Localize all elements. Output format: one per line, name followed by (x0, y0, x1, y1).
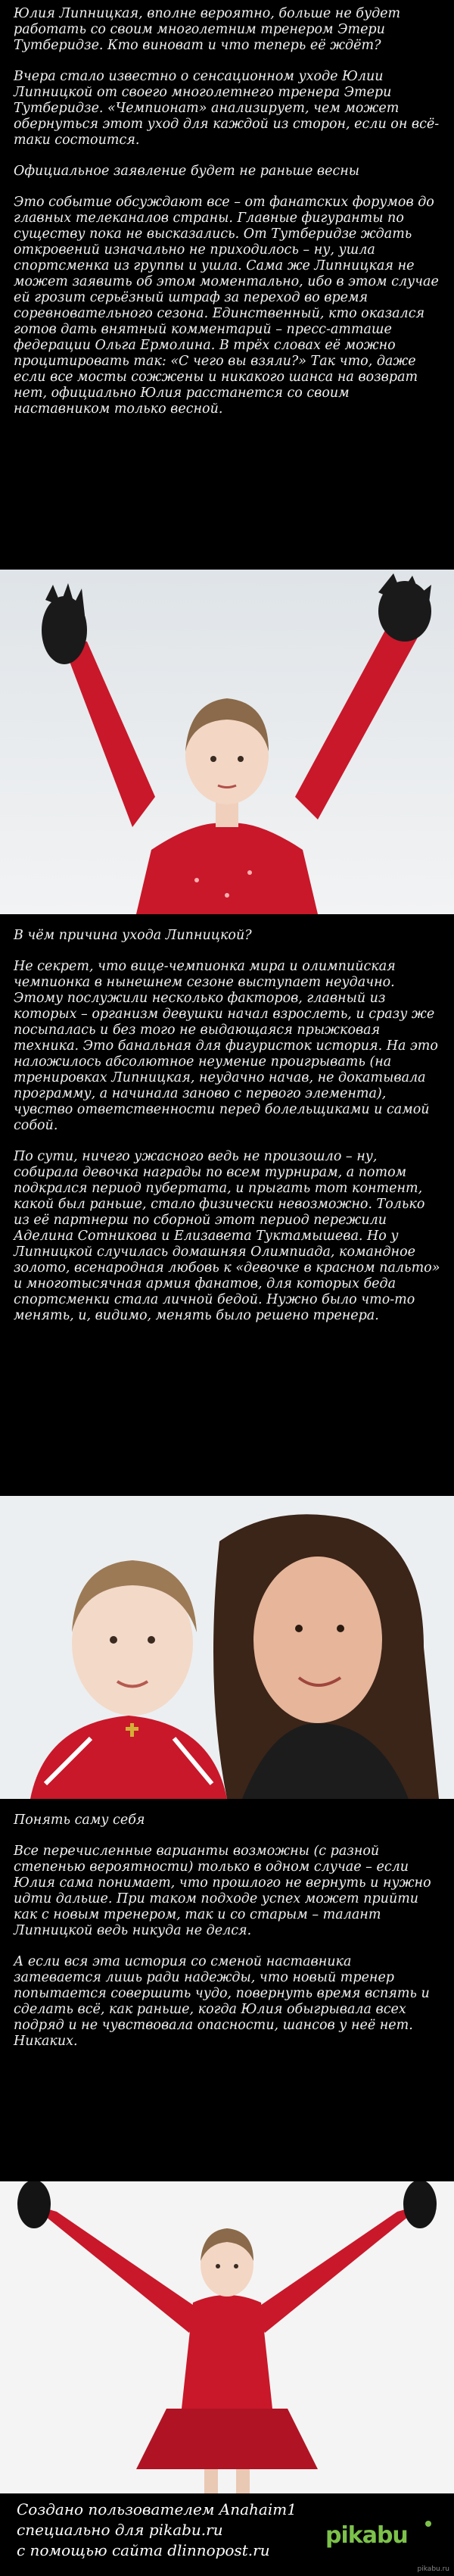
pikabu-logo-icon: pikabu (325, 2522, 408, 2549)
footer-credits (0, 2493, 454, 2576)
section1-paragraph-1: Это событие обсуждают все – от фанатских форумов до главных телеканалов страны. Главные фигуранты по существу пока не высказались. От Тутберидзе ждать откровений изначально не приходилось – ну, ушла спортсменка из группы и ушла. Сама же Липницкая не может заявить об этом моментально, ибо в этом случае ей грозит серьёзный штраф за переход во время соревновательного сезона. Единственный, кто оказался готов дать внятный комментарий – пресс-атташе федерации Ольга Ермолина. В трёх словах её можно процитировать так: «С чего вы взяли?» Так что, даже если все мосты сожжены и никакого шанса на возврат нет, официально Юлия расстанется со своим наставником только весной. (14, 195, 439, 417)
section2-heading: В чём причина ухода Липницкой? (14, 928, 252, 943)
section1-heading: Официальное заявление будет не раньше весны (14, 164, 360, 179)
section3-block (0, 1813, 454, 2065)
photo-skater-with-coach (0, 1496, 454, 1799)
intro-paragraph-2: Вчера стало известно о сенсационном уходе Юлии Липницкой от своего многолетнего тренера Этери Тутберидзе. «Чемпионат» анализирует, чем может обернуться этот уход для каждой из сторон, если он всё-таки состоится. (14, 69, 440, 148)
section2-paragraph-1: Не секрет, что вице-чемпионка мира и олимпийская чемпионка в нынешнем сезоне выступает неудачно. Этому послужили несколько факторов, главный из которых – организм девушки начал взрослеть, и сразу же посыпалась и без того не выдающаяся прыжковая техника. Это банальная для фигуристок история. На это наложилось абсолютное неумение проигрывать (на тренировках Липницкая, неудачно начав, не докатывала программу, а начинала заново с первого элемента), чувство ответственности перед болельщиками и самой собой. (14, 959, 438, 1133)
photo-skater-arms-raised (0, 570, 454, 914)
pikabu-badge-icon (425, 2521, 431, 2527)
footer-text (17, 2500, 297, 2561)
section3-paragraph-2: А если вся эта история со сменой наставника затевается лишь ради надежды, что новый тренер попытается совершить чудо, повернуть время вспять и сделать всё, как раньше, когда Юлия обыгрывала всех подряд и не чувствовала опасности, шансов у неё нет. Никаких. (14, 1954, 430, 2049)
intro-paragraph-1: Юлия Липницкая, вполне вероятно, больше не будет работать со своим многолетним тренером Этери Тутберидзе. Кто виноват и что теперь её ждёт? (14, 6, 401, 53)
section2-paragraph-2: По сути, ничего ужасного ведь не произошло – ну, собирала девочка награды по всем турнирам, а потом подкрался период пубертата, и прыгать тот контент, какой был раньше, стало физически невозможно. Только из её партнерш по сборной этот период пережили Аделина Сотникова и Елизавета Туктамышева. Но у Липницкой случилась домашняя Олимпиада, командное золото, всенародная любовь к «девочке в красном пальто» и многотысячная армия фанатов, для которых беда спортсменки стала личной бедой. Нужно было что-то менять, и, видимо, менять было решено тренера. (14, 1149, 440, 1323)
photo-skater-arms-outstretched (0, 2181, 454, 2493)
section3-heading: Понять саму себя (14, 1813, 145, 1828)
footer-line-site: специально для pikabu.ru (17, 2521, 223, 2539)
pikabu-logo[interactable] (325, 2521, 431, 2551)
intro-block (0, 6, 454, 432)
footer-line-author: Создано пользователем Anahaim1 (17, 2500, 297, 2518)
footer-line-tool[interactable]: с помощью сайта dlinnopost.ru (17, 2541, 270, 2559)
watermark: pikabu.ru (417, 2565, 449, 2573)
section3-paragraph-1: Все перечисленные варианты возможны (с разной степенью вероятности) только в одном случае – если Юлия сама понимает, что прошлого не вернуть и нужно идти дальше. При таком подходе успех может прийти как с новым тренером, так и со старым – талант Липницкой ведь никуда не делся. (14, 1844, 431, 1938)
section2-block (0, 928, 454, 1339)
